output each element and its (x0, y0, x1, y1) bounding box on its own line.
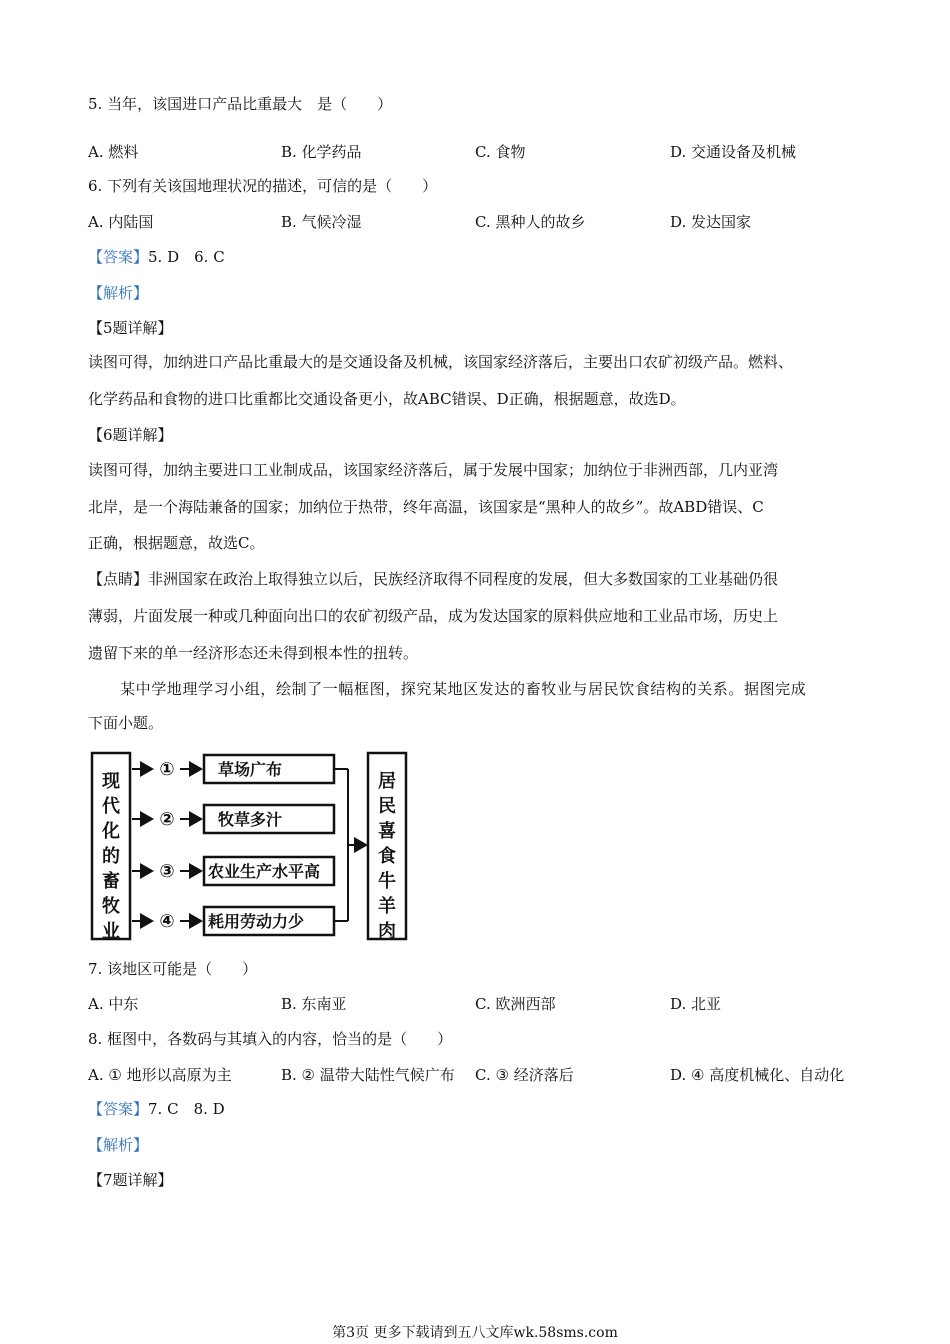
q6-option-c: C. 黑种人的故乡 (475, 213, 586, 231)
diagram-factor-label: 牧草多汁 (218, 810, 283, 829)
tip-line-1: 【点睛】非洲国家在政治上取得独立以后，民族经济取得不同程度的发展，但大多数国家的工业基础仍很 (88, 570, 779, 588)
diagram-char: 肉 (378, 921, 396, 942)
diagram-char: 羊 (378, 896, 396, 917)
intro-line-1: 某中学地理学习小组，绘制了一幅框图，探究某地区发达的畜牧业与居民饮食结构的关系。据图完成 (120, 680, 807, 698)
intro-line-2: 下面小题。 (88, 714, 164, 732)
q7-option-a: A. 中东 (88, 995, 139, 1013)
tip-line-2: 薄弱，片面发展一种或几种面向出口的农矿初级产品，成为发达国家的原料供应地和工业品市场，历史上 (88, 607, 779, 625)
tip-tag: 【点睛】 (88, 570, 149, 588)
q6-option-b: B. 气候冷湿 (281, 213, 362, 231)
diagram-factor-label: 农业生产水平高 (208, 862, 321, 881)
question-7-options (88, 994, 888, 1014)
question-6-options (88, 212, 888, 232)
detail-6-line-3: 正确，根据题意，故选C。 (88, 534, 265, 552)
detail-6-line-1: 读图可得，加纳主要进口工业制成品，该国家经济落后，属于发展中国家；加纳位于非洲西部，几内亚湾 (88, 461, 779, 479)
diagram-number: ① (159, 759, 175, 780)
answer-block-1 (88, 247, 225, 267)
answer-text: 7. C 8. D (148, 1100, 225, 1118)
detail-5-heading: 【5题详解】 (88, 319, 173, 337)
answer-block-2 (88, 1099, 225, 1119)
diagram-char: 牧 (102, 896, 120, 917)
diagram-row (132, 907, 334, 935)
question-8-options (88, 1065, 888, 1085)
q5-option-d: D. 交通设备及机械 (670, 143, 797, 161)
diagram-char: 畜 (102, 871, 120, 892)
detail-6-line-2: 北岸，是一个海陆兼备的国家；加纳位于热带，终年高温，该国家是“黑种人的故乡”。故ABD错误、C (88, 498, 764, 516)
diagram-char: 化 (102, 821, 120, 842)
page-footer: 第3页 更多下载请到五八文库wk.58sms.com (332, 1325, 618, 1341)
question-6-stem: 6. 下列有关该国地理状况的描述，可信的是（ ） (88, 177, 438, 195)
q8-option-d: D. ④ 高度机械化、自动化 (670, 1066, 845, 1084)
diagram-number: ④ (159, 911, 175, 932)
q7-option-b: B. 东南亚 (281, 995, 347, 1013)
q5-option-b: B. 化学药品 (281, 143, 362, 161)
diagram-factor-label: 草场广布 (218, 760, 283, 779)
q8-option-a: A. ① 地形以高原为主 (88, 1066, 232, 1084)
diagram-left-text (101, 771, 120, 942)
q7-option-c: C. 欧洲西部 (475, 995, 556, 1013)
answer-tag: 【答案】 (88, 1100, 149, 1118)
q5-option-a: A. 燃料 (88, 143, 139, 161)
question-5-options (88, 142, 888, 162)
answer-text: 5. D 6. C (148, 248, 225, 266)
diagram-char: 居 (378, 771, 396, 792)
analysis-tag: 【解析】 (88, 1136, 149, 1154)
q6-option-a: A. 内陆国 (88, 213, 154, 231)
analysis-tag: 【解析】 (88, 284, 149, 302)
diagram-char: 食 (378, 846, 396, 867)
diagram-right-text (378, 771, 396, 942)
diagram-number: ③ (159, 861, 175, 882)
diagram-row (132, 805, 334, 833)
question-8-stem: 8. 框图中，各数码与其填入的内容，恰当的是（ ） (88, 1030, 453, 1048)
diagram-char: 喜 (378, 821, 396, 842)
diagram-factor-label: 耗用劳动力少 (208, 912, 305, 931)
diagram-char: 现 (102, 771, 120, 792)
detail-5-line-1: 读图可得，加纳进口产品比重最大的是交通设备及机械，该国家经济落后，主要出口农矿初级产品。燃料、 (88, 353, 794, 371)
diagram-row (132, 857, 334, 885)
detail-5-line-2: 化学药品和食物的进口比重都比交通设备更小，故ABC错误、D正确，根据题意，故选D。 (88, 390, 686, 408)
q8-option-b: B. ② 温带大陆性气候广布 (281, 1066, 455, 1084)
detail-6-heading: 【6题详解】 (88, 426, 173, 444)
diagram-number: ② (159, 809, 175, 830)
diagram-char: 民 (378, 796, 396, 817)
tip-line-3: 遗留下来的单一经济形态还未得到根本性的扭转。 (88, 644, 419, 662)
diagram-char: 业 (102, 921, 120, 942)
answer-tag: 【答案】 (88, 248, 149, 266)
q8-option-c: C. ③ 经济落后 (475, 1066, 574, 1084)
q7-option-d: D. 北亚 (670, 995, 722, 1013)
question-7-stem: 7. 该地区可能是（ ） (88, 960, 258, 978)
flow-diagram (88, 747, 418, 945)
detail-7-heading: 【7题详解】 (88, 1171, 173, 1189)
diagram-char: 的 (102, 846, 120, 867)
question-5-stem: 5. 当年，该国进口产品比重最大 是（ ） (88, 95, 393, 113)
diagram-char: 牛 (378, 871, 396, 892)
q5-option-c: C. 食物 (475, 143, 526, 161)
diagram-row (132, 755, 334, 783)
diagram-char: 代 (102, 796, 120, 817)
q6-option-d: D. 发达国家 (670, 213, 752, 231)
